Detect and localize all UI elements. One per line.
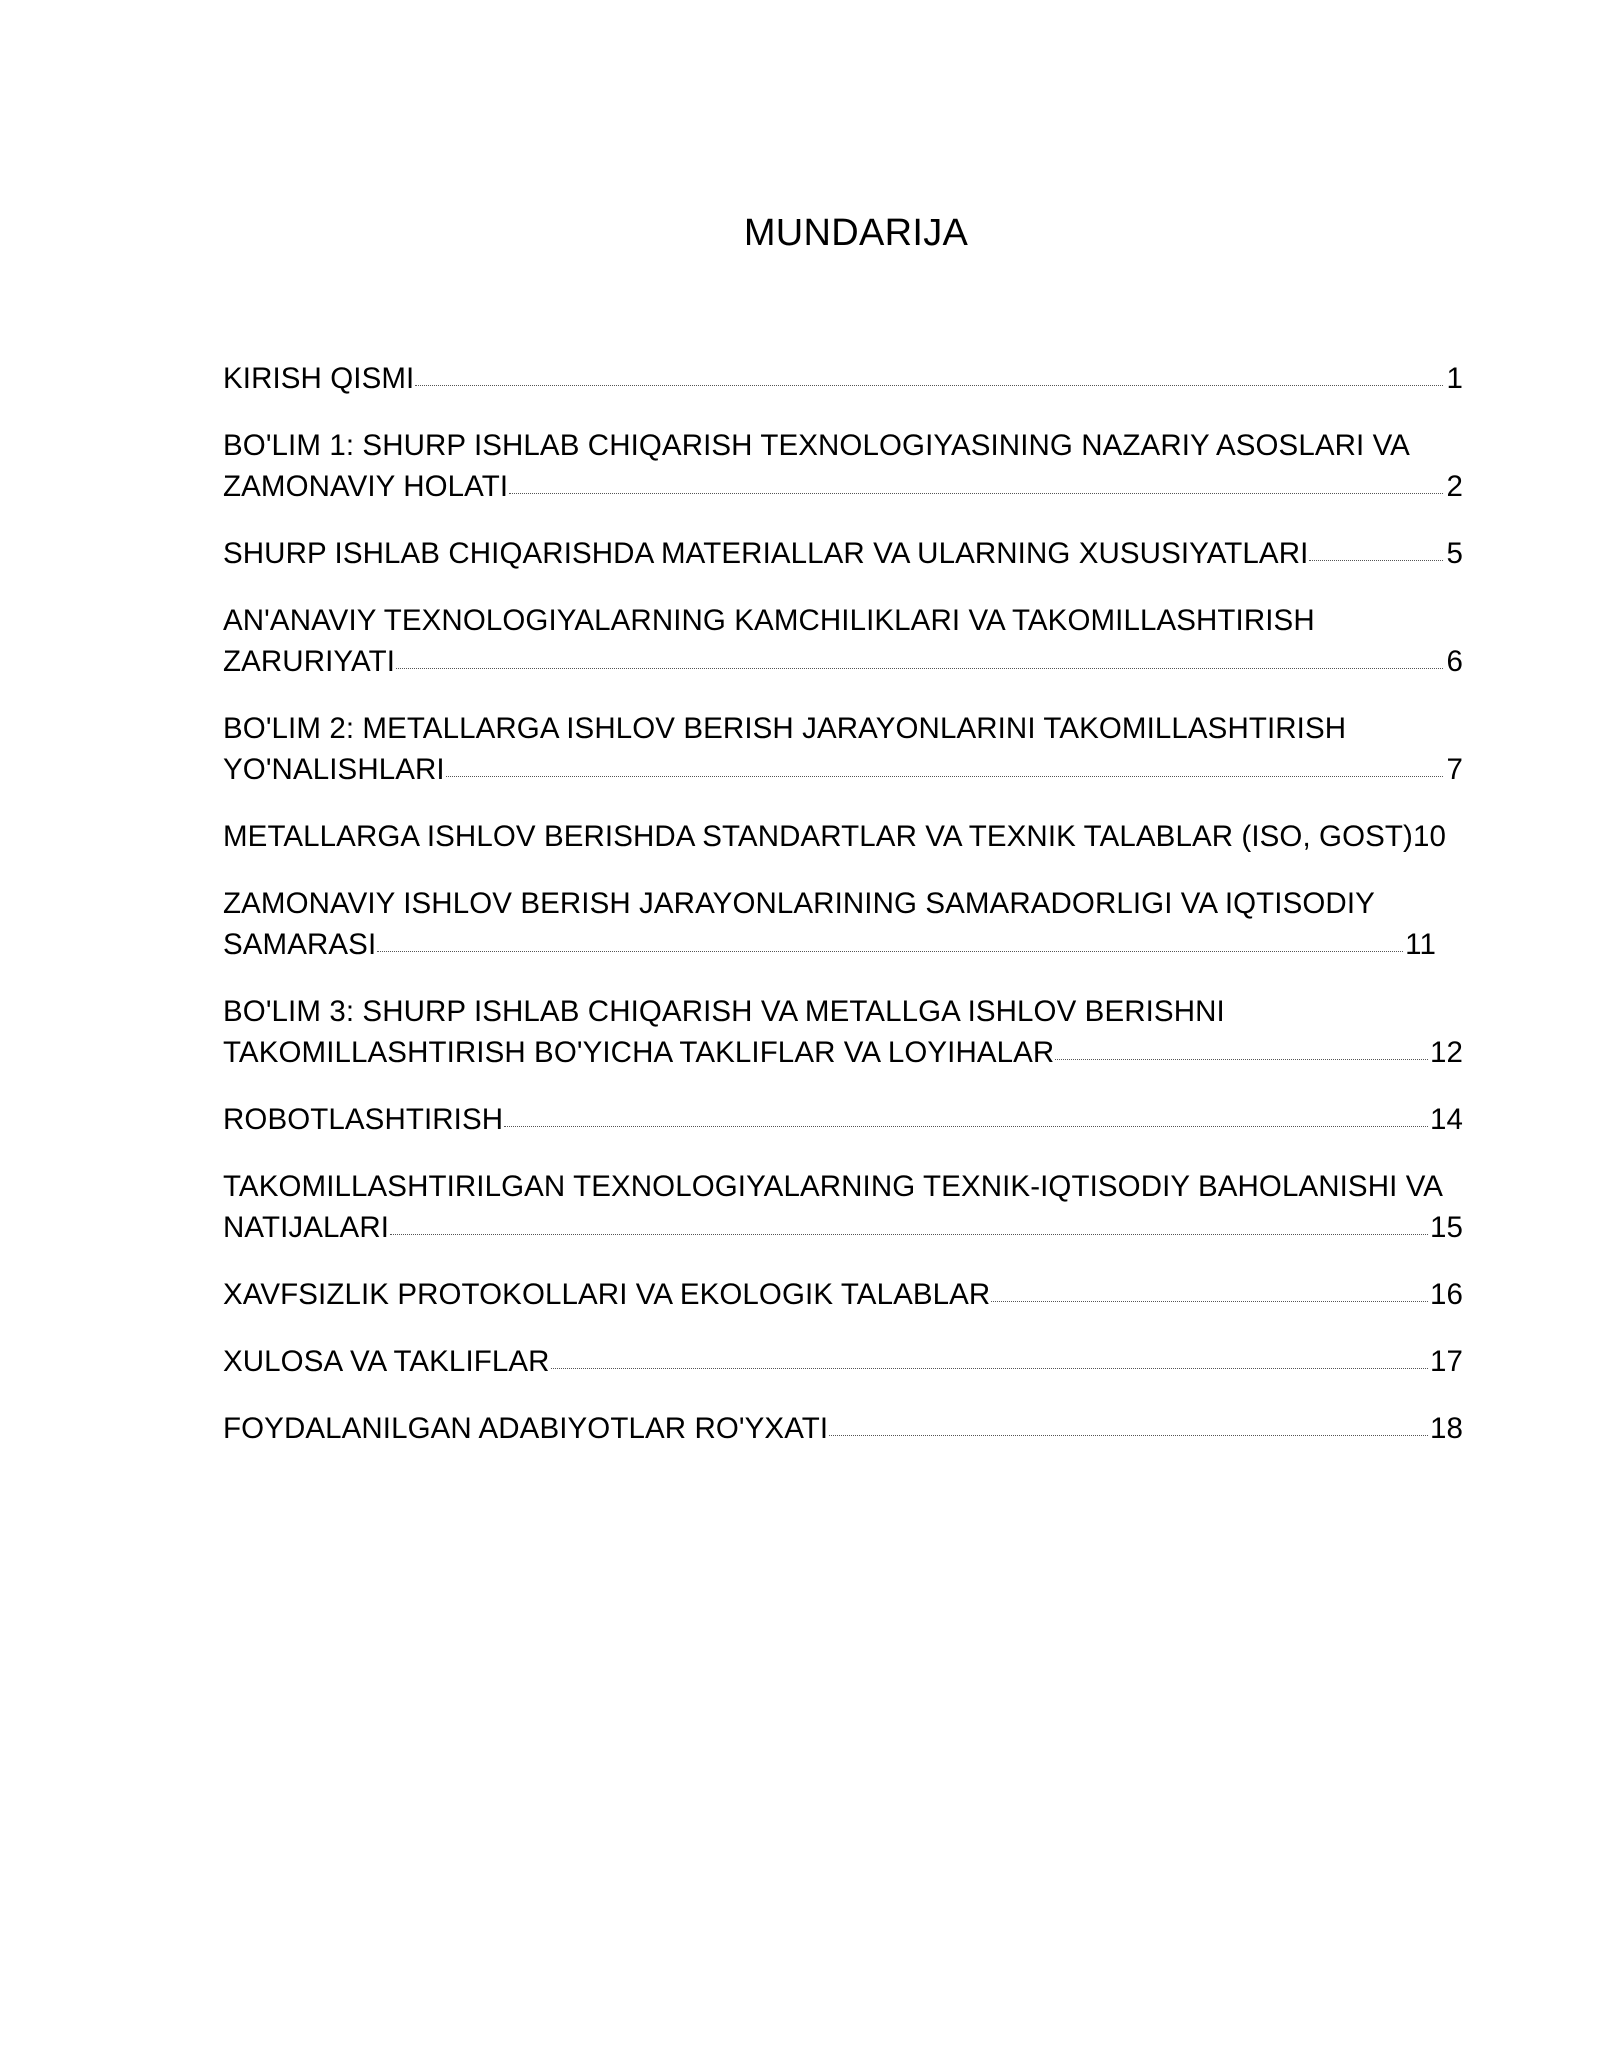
toc-entry-ananaviy[interactable]	[223, 600, 1463, 682]
toc-entry-robotlashtirish[interactable]	[223, 1099, 1463, 1140]
dot-leader	[390, 1234, 1428, 1235]
toc-entry-text: XULOSA VA TAKLIFLAR	[223, 1345, 550, 1378]
toc-entry-text: ZAMONAVIY HOLATI	[223, 470, 509, 503]
dot-leader	[1055, 1059, 1428, 1060]
dot-leader	[991, 1301, 1428, 1302]
toc-entry-text-line1: BO'LIM 2: METALLARGA ISHLOV BERISH JARAYONLARINI TAKOMILLASHTIRISH	[223, 712, 1347, 745]
toc-entry-text-line1: AN'ANAVIY TEXNOLOGIYALARNING KAMCHILIKLARI VA TAKOMILLASHTIRISH	[223, 604, 1315, 637]
toc-entry-text: SHURP ISHLAB CHIQARISHDA MATERIALLAR VA ULARNING XUSUSIYATLARI	[223, 537, 1309, 570]
toc-entry-kirish[interactable]	[223, 358, 1463, 399]
toc-page-number: 16	[1429, 1278, 1463, 1311]
toc-entry-adabiyotlar[interactable]	[223, 1408, 1463, 1449]
toc-page-number: 15	[1429, 1211, 1463, 1244]
toc-entry-text: METALLARGA ISHLOV BERISHDA STANDARTLAR VA TEXNIK TALABLAR (ISO, GOST)	[223, 820, 1413, 853]
toc-page-number: 14	[1429, 1103, 1463, 1136]
toc-entry-standartlar[interactable]	[223, 816, 1463, 857]
toc-page-number: 6	[1446, 645, 1463, 678]
toc-entry-text: FOYDALANILGAN ADABIYOTLAR RO'YXATI	[223, 1412, 829, 1445]
dot-leader	[504, 1126, 1428, 1127]
toc-entry-bolim-3[interactable]	[223, 991, 1463, 1073]
page-title: MUNDARIJA	[743, 212, 969, 254]
toc-entry-text: SAMARASI	[223, 928, 377, 961]
toc-entry-bolim-1[interactable]	[223, 425, 1463, 507]
dot-leader	[446, 776, 1443, 777]
toc-entry-xavfsizlik[interactable]	[223, 1274, 1463, 1315]
toc-entry-text: ZARURIYATI	[223, 645, 395, 678]
toc-entry-text: XAVFSIZLIK PROTOKOLLARI VA EKOLOGIK TALABLAR	[223, 1278, 991, 1311]
toc-entry-text-line1: ZAMONAVIY ISHLOV BERISH JARAYONLARINING SAMARADORLIGI VA IQTISODIY	[223, 887, 1375, 920]
toc-entry-text: KIRISH QISMI	[223, 362, 415, 395]
toc-page-number: 10	[1412, 820, 1446, 853]
toc-entry-materiallar[interactable]	[223, 533, 1463, 574]
toc-page-number: 7	[1446, 753, 1463, 786]
toc-entry-text-line1: BO'LIM 1: SHURP ISHLAB CHIQARISH TEXNOLOGIYASINING NAZARIY ASOSLARI VA	[223, 429, 1410, 462]
toc-entry-samaradorligi[interactable]	[223, 883, 1463, 965]
dot-leader	[509, 493, 1443, 494]
dot-leader	[415, 385, 1443, 386]
toc-entry-text: TAKOMILLASHTIRISH BO'YICHA TAKLIFLAR VA LOYIHALAR	[223, 1036, 1055, 1069]
dot-leader	[396, 668, 1443, 669]
dot-leader	[551, 1368, 1428, 1369]
dot-leader	[377, 951, 1403, 952]
toc-entry-baholanishi[interactable]	[223, 1166, 1463, 1248]
toc-page-number: 5	[1446, 537, 1463, 570]
toc-page-number: 2	[1446, 470, 1463, 503]
dot-leader	[1309, 560, 1443, 561]
dot-leader	[829, 1435, 1428, 1436]
toc-entry-text: ROBOTLASHTIRISH	[223, 1103, 504, 1136]
toc-entry-text: YO'NALISHLARI	[223, 753, 445, 786]
toc-page-number: 11	[1405, 928, 1436, 961]
toc-entry-text-line1: BO'LIM 3: SHURP ISHLAB CHIQARISH VA METALLGA ISHLOV BERISHNI	[223, 995, 1225, 1028]
toc-page-number: 18	[1429, 1412, 1463, 1445]
toc-page-number: 1	[1446, 362, 1463, 395]
toc-entry-bolim-2[interactable]	[223, 708, 1463, 790]
toc-page-number: 17	[1429, 1345, 1463, 1378]
toc-page-number: 12	[1429, 1036, 1463, 1069]
toc-entry-xulosa[interactable]	[223, 1341, 1463, 1382]
toc-entry-text: NATIJALARI	[223, 1211, 390, 1244]
toc-entry-text-line1: TAKOMILLASHTIRILGAN TEXNOLOGIYALARNING TEXNIK-IQTISODIY BAHOLANISHI VA	[223, 1170, 1444, 1203]
table-of-contents	[223, 358, 1463, 1475]
